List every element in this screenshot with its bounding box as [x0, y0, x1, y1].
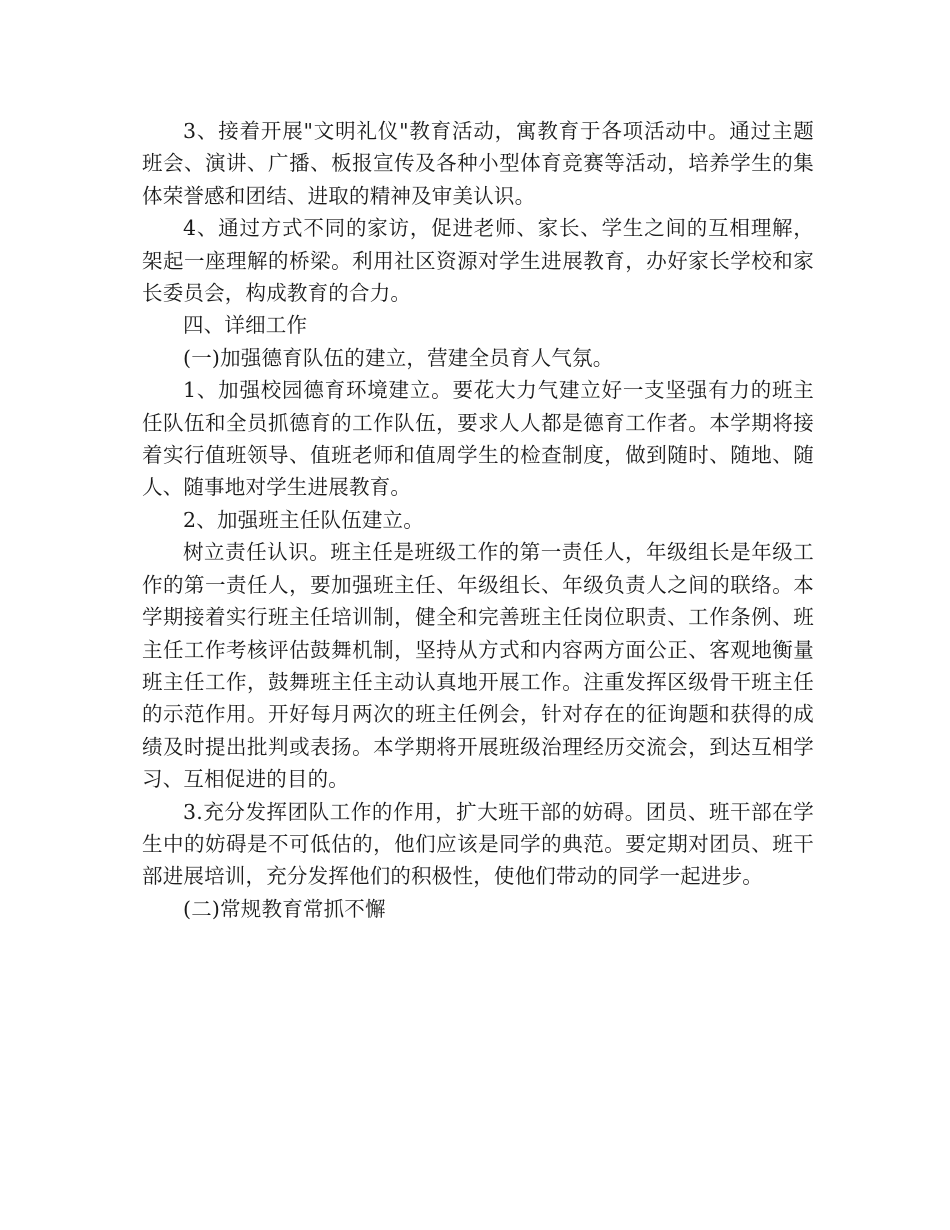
- paragraph-home-visits: 4、通过方式不同的家访，促进老师、家长、学生之间的互相理解，架起一座理解的桥梁。利用社区资源对学生进展教育，办好家长学校和家长委员会，构成教育的合力。: [142, 216, 814, 306]
- paragraph-etiquette-activities: 3、接着开展"文明礼仪"教育活动，寓教育于各项活动中。通过主题班会、演讲、广播、板报宣传及各种小型体育竞赛等活动，培养学生的集体荣誉感和团结、进取的精神及审美认识。: [142, 119, 814, 208]
- subheading-moral-education-team: (一)加强德育队伍的建立，营建全员育人气氛。: [183, 345, 614, 370]
- paragraph-responsibility-awareness: 树立责任认识。班主任是班级工作的第一责任人，年级组长是年级工作的第一责任人，要加强班主任、年级组长、年级负责人之间的联络。本学期接着实行班主任培训制，健全和完善班主任岗位职责、工作条例、班主任工作考核评估鼓舞机制，坚持从方式和内容两方面公正、客观地衡量班主任工作，鼓舞班主任主动认真地开展工作。注重发挥区级骨干班主任的示范作用。开好每月两次的班主任例会，针对存在的征询题和获得的成绩及时提出批判或表扬。本学期将开展班级治理经历交流会，到达互相学习、互相促进的目的。: [142, 540, 814, 792]
- paragraph-campus-environment: 1、加强校园德育环境建立。要花大力气建立好一支坚强有力的班主任队伍和全员抓德育的工作队伍，要求人人都是德育工作者。本学期将接着实行值班领导、值班老师和值周学生的检查制度，做到随时、随地、随人、随事地对学生进展教育。: [142, 378, 814, 500]
- paragraph-head-teacher-team: 2、加强班主任队伍建立。: [183, 507, 424, 532]
- section-heading-detailed-work: 四、详细工作: [183, 313, 308, 338]
- subheading-routine-education: (二)常规教育常抓不懈: [183, 896, 386, 921]
- paragraph-team-work-role: 3.充分发挥团队工作的作用，扩大班干部的妨碍。团员、班干部在学生中的妨碍是不可低估的，他们应该是同学的典范。要定期对团员、班干部进展培训，充分发挥他们的积极性，使他们带动的同学一起进步。: [142, 799, 814, 889]
- document-body: [142, 115, 814, 925]
